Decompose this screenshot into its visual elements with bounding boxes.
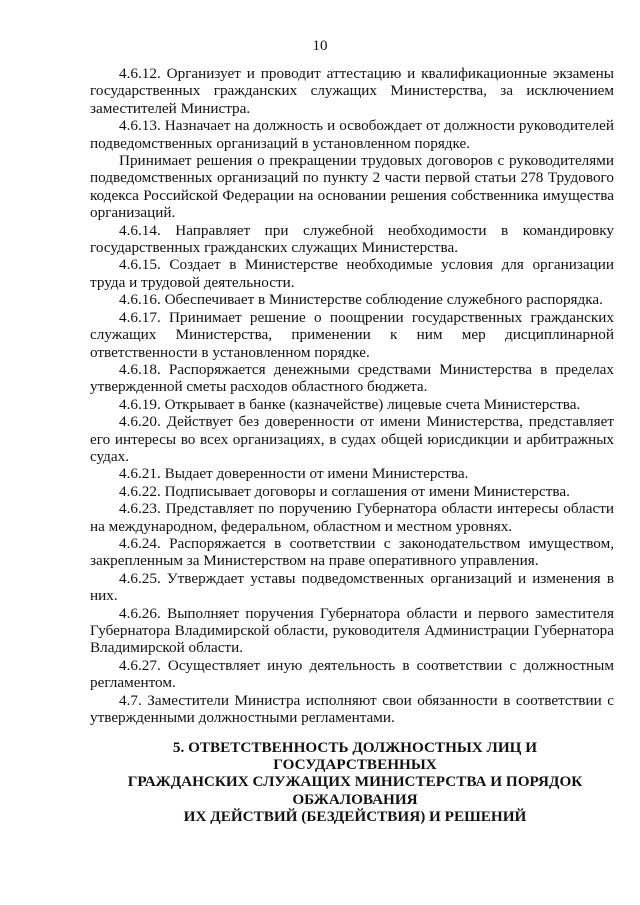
document-body [90,65,614,726]
paragraph-4-6-14: 4.6.14. Направляет при служебной необходимости в командировку государственных гражданских служащих Министерства. [90,221,614,257]
heading-line: ИХ ДЕЙСТВИЙ (БЕЗДЕЙСТВИЯ) И РЕШЕНИЙ [183,807,527,825]
paragraph-4-6-19: 4.6.19. Открывает в банке (казначействе) лицевые счета Министерства. [119,395,581,413]
paragraph-4-6-15: 4.6.15. Создает в Министерстве необходимые условия для организации труда и трудовой деятельности. [90,256,614,291]
paragraph-4-6-13: 4.6.13. Назначает на должность и освобождает от должности руководителей подведомственных организаций в установленном порядке. [90,117,614,152]
paragraph-4-6-25: 4.6.25. Утверждает уставы подведомственных организаций и изменения в них. [90,569,614,605]
paragraph-4-6-20: 4.6.20. Действует без доверенности от имени Министерства, представляет его интересы во всех организациях, в судах общей юрисдикции и арбитражных судах. [90,413,614,465]
paragraph-4-6-12: 4.6.12. Организует и проводит аттестацию и квалификационные экзамены государственных гражданских служащих Министерства, за исключением заместителей Министра. [90,65,614,117]
paragraph-4-6-21: 4.6.21. Выдает доверенности от имени Министерства. [119,465,469,483]
paragraph-4-6-16: 4.6.16. Обеспечивает в Министерстве соблюдение служебного распорядка. [119,291,603,309]
paragraph-4-6-26: 4.6.26. Выполняет поручения Губернатора области и первого заместителя Губернатора Владимирской области, руководителя Администрации Губернатора Владимирской области. [90,604,614,657]
paragraph-4-6-23: 4.6.23. Представляет по поручению Губернатора области интересы области на международном, федеральном, областном и местном уровнях. [90,500,614,535]
heading-line: 5. ОТВЕТСТВЕННОСТЬ ДОЛЖНОСТНЫХ ЛИЦ И [172,739,538,756]
paragraph-4-6-27: 4.6.27. Осуществляет иную деятельность в соответствии с должностным регламентом. [90,656,614,692]
paragraph-4-6-24: 4.6.24. Распоряжается в соответствии с законодательством имуществом, закрепленным за Министерством на праве оперативного управления. [90,534,614,570]
paragraph-4-7: 4.7. Заместители Министра исполняют свои обязанности в соответствии с утвержденными должностными регламентами. [90,691,614,727]
paragraph-4-6-18: 4.6.18. Распоряжается денежными средствами Министерства в пределах утвержденной сметы расходов областного бюджета. [90,360,614,396]
section-5-heading [110,739,600,825]
paragraph-4-6-17: 4.6.17. Принимает решение о поощрении государственных гражданских служащих Министерства, применении к ним мер дисциплинарной ответственности в установленном порядке. [90,308,614,361]
heading-line: ГРАЖДАНСКИХ СЛУЖАЩИХ МИНИСТЕРСТВА И ПОРЯДОК [127,773,583,791]
paragraph-4-6-13-continuation: Принимает решения о прекращении трудовых договоров с руководителями подведомственных организаций по пункту 2 части первой статьи 278 Трудового кодекса Российской Федерации на основании решения собственника имущества организаций. [90,152,614,222]
heading-line: ОБЖАЛОВАНИЯ [292,790,418,808]
page-number: 10 [312,38,328,54]
heading-line: ГОСУДАРСТВЕННЫХ [273,756,437,774]
paragraph-4-6-22: 4.6.22. Подписывает договоры и соглашения от имени Министерства. [119,482,570,500]
